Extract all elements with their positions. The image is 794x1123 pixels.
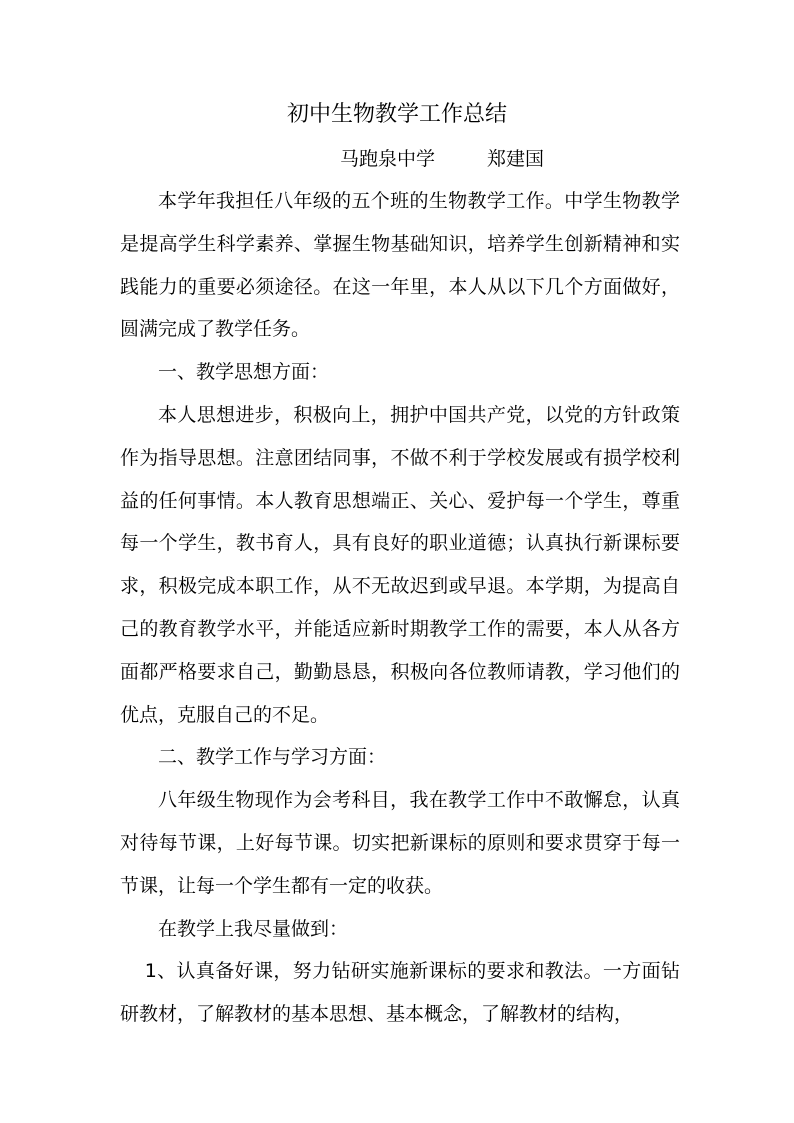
author-name: 郑建国 — [487, 148, 545, 170]
paragraph-intro: 本学年我担任八年级的五个班的生物教学工作。中学生物教学是提高学生科学素养、掌握生物基础知识，培养学生创新精神和实践能力的重要必须途径。在这一年里，本人从以下几个方面做好，圆满完成了教学任务。 — [120, 190, 680, 341]
paragraph-item-1: 1、认真备好课，努力钻研实施新课标的要求和教法。一方面钻研教材，了解教材的基本思想、基本概念，了解教材的结构， — [120, 960, 680, 1026]
document-body — [120, 180, 680, 1036]
section-heading-teaching-thought: 一、教学思想方面： — [158, 361, 330, 384]
paragraph-teaching-aims: 在教学上我尽量做到： — [158, 917, 349, 940]
paragraph-teaching-thought: 本人思想进步，积极向上，拥护中国共产党，以党的方针政策作为指导思想。注意团结同事，不做不利于学校发展或有损学校利益的任何事情。本人教育思想端正、关心、爱护每一个学生，尊重每一个学生，教书育人，具有良好的职业道德；认真执行新课标要求，积极完成本职工作，从不无故迟到或早退。本学期，为提高自己的教育教学水平，并能适应新时期教学工作的需要，本人从各方面都严格要求自己，勤勤恳恳，积极向各位教师请教，学习他们的优点，克服自己的不足。 — [120, 403, 680, 726]
school-name: 马跑泉中学 — [340, 148, 436, 170]
paragraph-teaching-work: 八年级生物现作为会考科目，我在教学工作中不敢懈怠，认真对待每节课，上好每节课。切实把新课标的原则和要求贯穿于每一节课，让每一个学生都有一定的收获。 — [120, 789, 680, 897]
byline — [340, 145, 544, 173]
section-heading-teaching-work: 二、教学工作与学习方面： — [158, 746, 387, 769]
document-title: 初中生物教学工作总结 — [286, 102, 507, 127]
